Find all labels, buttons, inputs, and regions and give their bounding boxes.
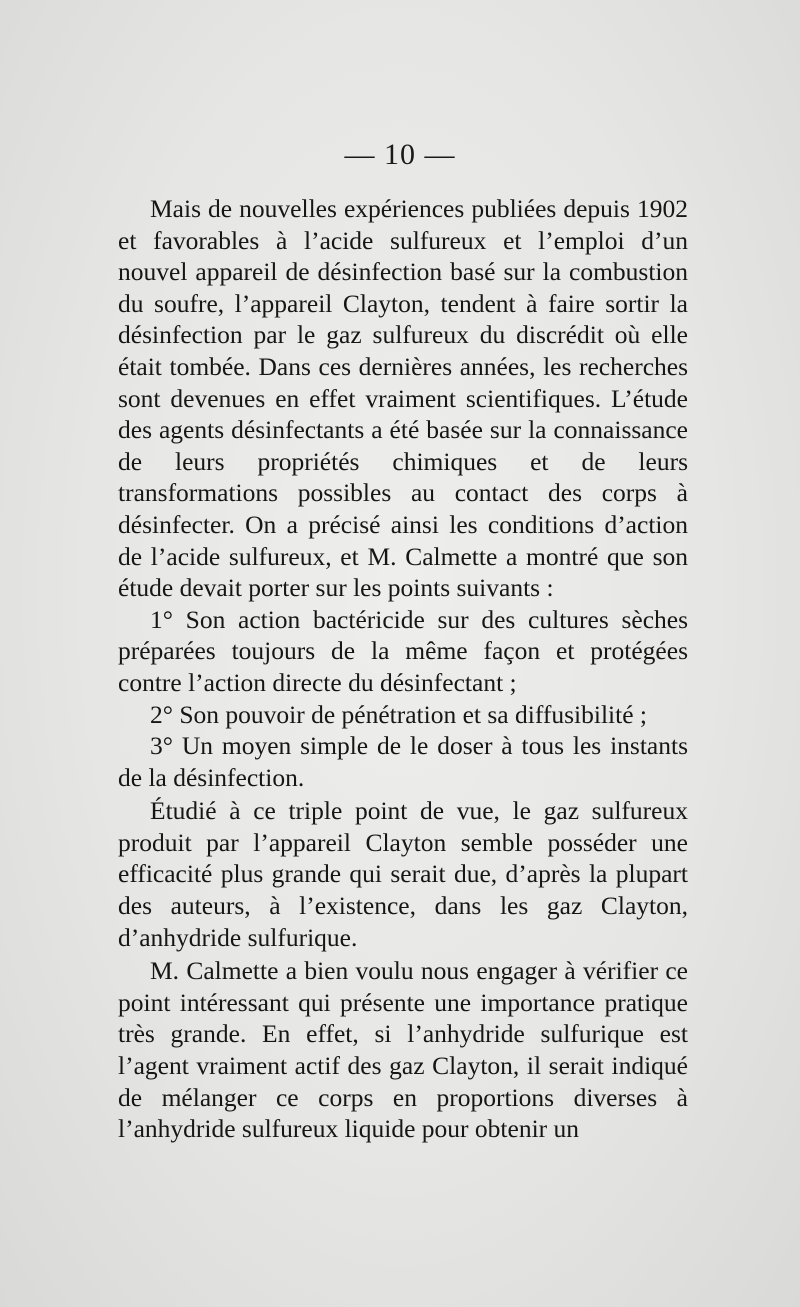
list-item-2: 2° Son pouvoir de pénétration et sa diffusibilité ; [150,699,647,729]
paragraph: Étudié à ce triple point de vue, le gaz sulfureux produit par l’appareil Clayton semble posséder une efficacité plus grande qui serait due, d’après la plupart des auteurs, à l’existence, dans les gaz Clayton, d’anhydride sulfurique. [118,796,688,952]
list-item-1: 1° Son action bactéricide sur des cultures sèches préparées toujours de la même façon et protégées contre l’action directe du désinfectant ; [118,604,688,697]
page-number: — 10 — [344,138,456,171]
body-text [118,193,688,1145]
list-item-3: 3° Un moyen simple de le doser à tous les instants de la désinfection. [118,731,688,792]
paragraph: Mais de nouvelles expériences publiées depuis 1902 et favorables à l’acide sulfureux et l’emploi d’un nouvel appareil de désinfection basé sur la combustion du soufre, l’appareil Clayton, tendent à faire sortir la désinfection par le gaz sulfureux du discrédit où elle était tombée. Dans ces dernières années, les recherches sont devenues en effet vraiment scientifiques. L’étude des agents désinfectants a été basée sur la connaissance de leurs propriétés chimiques et de leurs transformations possibles au contact des corps à désinfecter. On a précisé ainsi les conditions d’action de l’acide sulfureux, et M. Calmette a montré que son étude devait porter sur les points suivants : [118,194,688,603]
paragraph: M. Calmette a bien voulu nous engager à vérifier ce point intéressant qui présente une importance pratique très grande. En effet, si l’anhydride sulfurique est l’agent vraiment actif des gaz Clayton, il serait indiqué de mélanger ce corps en proportions diverses à l’anhydride sulfureux liquide pour obtenir un [118,956,688,1144]
